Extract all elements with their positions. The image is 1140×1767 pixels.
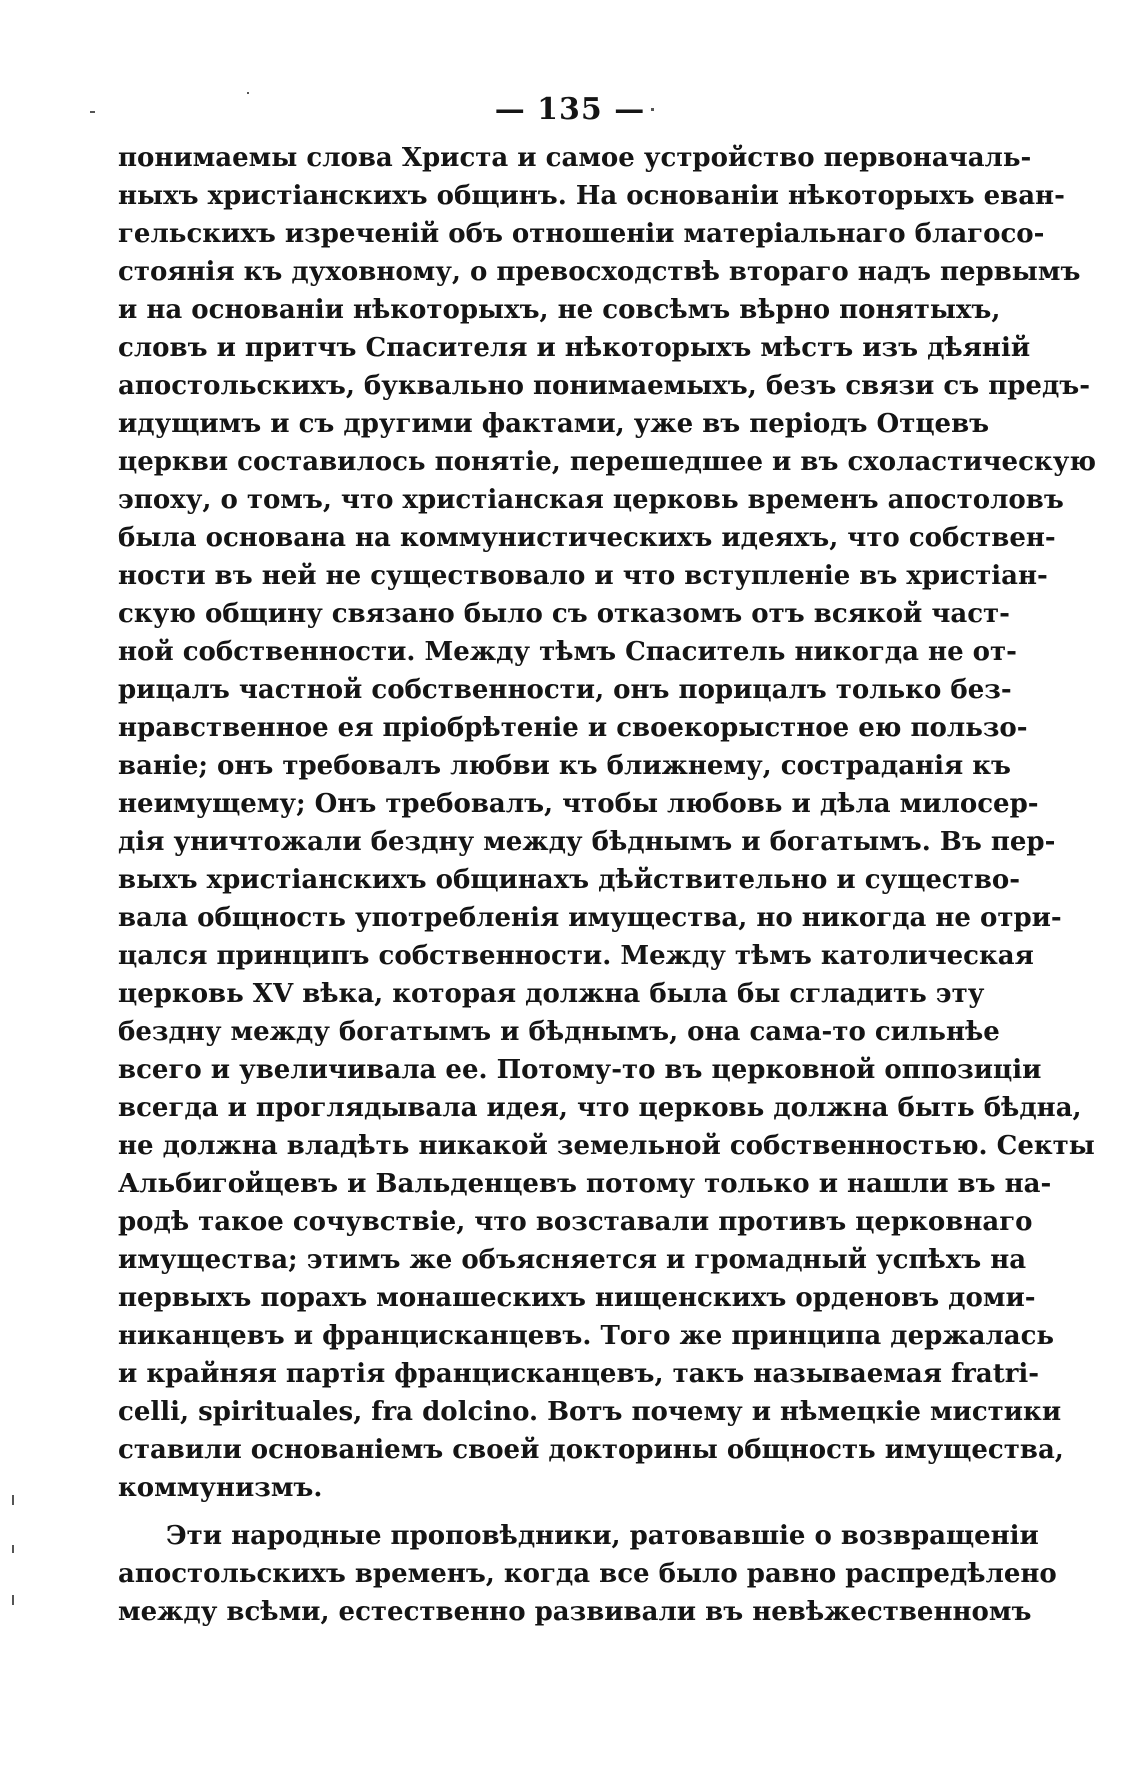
scan-speck xyxy=(247,92,249,94)
text-line: имущества; этимъ же объясняется и громадный успѣхъ на xyxy=(118,1245,1027,1275)
scan-speck xyxy=(12,1595,14,1605)
text-line: Эти народные проповѣдники, ратовавшіе о возвращеніи xyxy=(166,1521,1039,1551)
paragraph-gap xyxy=(118,1507,966,1517)
text-line: неимущему; Онъ требовалъ, чтобы любовь и дѣла милосер- xyxy=(118,789,1039,819)
body-text xyxy=(118,139,1097,1631)
text-line: понимаемы слова Христа и самое устройство первоначаль- xyxy=(118,143,1032,173)
text-line: ной собственности. Между тѣмъ Спаситель никогда не от- xyxy=(118,637,1017,667)
text-line: всегда и проглядывала идея, что церковь должна быть бѣдна, xyxy=(118,1093,1082,1123)
text-line: ности въ ней не существовало и что вступленіе въ христіан- xyxy=(118,561,1048,591)
text-line: ныхъ христіанскихъ общинъ. На основаніи нѣкоторыхъ еван- xyxy=(118,181,1065,211)
text-line: цался принципъ собственности. Между тѣмъ католическая xyxy=(118,941,1034,971)
text-line: церкви составилось понятіе, перешедшее и въ схоластическую xyxy=(118,447,1097,477)
text-line: дія уничтожали бездну между бѣднымъ и богатымъ. Въ пер- xyxy=(118,827,1056,857)
text-line: не должна владѣть никакой земельной собственностью. Секты xyxy=(118,1131,1095,1161)
text-line: стоянія къ духовному, о превосходствѣ втораго надъ первымъ xyxy=(118,257,1081,287)
text-line: celli, spirituales, fra dolcino. Вотъ почему и нѣмецкіе мистики xyxy=(118,1397,1062,1427)
text-line: идущимъ и съ другими фактами, уже въ періодъ Отцевъ xyxy=(118,409,990,439)
text-line: апостольскихъ, буквально понимаемыхъ, безъ связи съ предъ- xyxy=(118,371,1091,401)
scan-speck xyxy=(651,108,654,111)
text-line: Альбигойцевъ и Вальденцевъ потому только и нашли въ на- xyxy=(118,1169,1052,1199)
text-line: ваніе; онъ требовалъ любви къ ближнему, состраданія къ xyxy=(118,751,1011,781)
scan-speck xyxy=(90,111,95,113)
text-line: родѣ такое сочувствіе, что возставали противъ церковнаго xyxy=(118,1207,1033,1237)
scan-speck xyxy=(12,1495,14,1505)
text-line: бездну между богатымъ и бѣднымъ, она сама-то сильнѣе xyxy=(118,1017,1000,1047)
text-line: коммунизмъ. xyxy=(118,1473,323,1503)
text-line: выхъ христіанскихъ общинахъ дѣйствительно и существо- xyxy=(118,865,1021,895)
text-line: между всѣми, естественно развивали въ невѣжественномъ xyxy=(118,1597,1032,1627)
text-line: церковь XV вѣка, которая должна была бы сгладить эту xyxy=(118,979,985,1009)
text-line: первыхъ порахъ монашескихъ нищенскихъ орденовъ доми- xyxy=(118,1283,1036,1313)
text-line: скую общину связано было съ отказомъ отъ всякой част- xyxy=(118,599,1010,629)
text-line: была основана на коммунистическихъ идеяхъ, что собствен- xyxy=(118,523,1056,553)
text-line: рицалъ частной собственности, онъ порицалъ только без- xyxy=(118,675,1012,705)
text-line: гельскихъ изреченій объ отношеніи матеріальнаго благосо- xyxy=(118,219,1045,249)
text-line: эпоху, о томъ, что христіанская церковь временъ апостоловъ xyxy=(118,485,1064,515)
text-line: никанцевъ и францисканцевъ. Того же принципа держалась xyxy=(118,1321,1055,1351)
page-number: — 135 — xyxy=(494,92,646,127)
text-line: всего и увеличивала ее. Потому-то въ церковной оппозиціи xyxy=(118,1055,1042,1085)
scan-speck xyxy=(12,1545,14,1553)
text-line: нравственное ея пріобрѣтеніе и своекорыстное ею пользо- xyxy=(118,713,1028,743)
text-line: вала общность употребленія имущества, но никогда не отри- xyxy=(118,903,1062,933)
text-line: и крайняя партія францисканцевъ, такъ называемая fratri- xyxy=(118,1359,1040,1389)
text-line: словъ и притчъ Спасителя и нѣкоторыхъ мѣстъ изъ дѣяній xyxy=(118,333,1031,363)
text-line: и на основаніи нѣкоторыхъ, не совсѣмъ вѣрно понятыхъ, xyxy=(118,295,1001,325)
text-line: ставили основаніемъ своей докторины общность имущества, xyxy=(118,1435,1064,1465)
text-line: апостольскихъ временъ, когда все было равно распредѣлено xyxy=(118,1559,1057,1589)
